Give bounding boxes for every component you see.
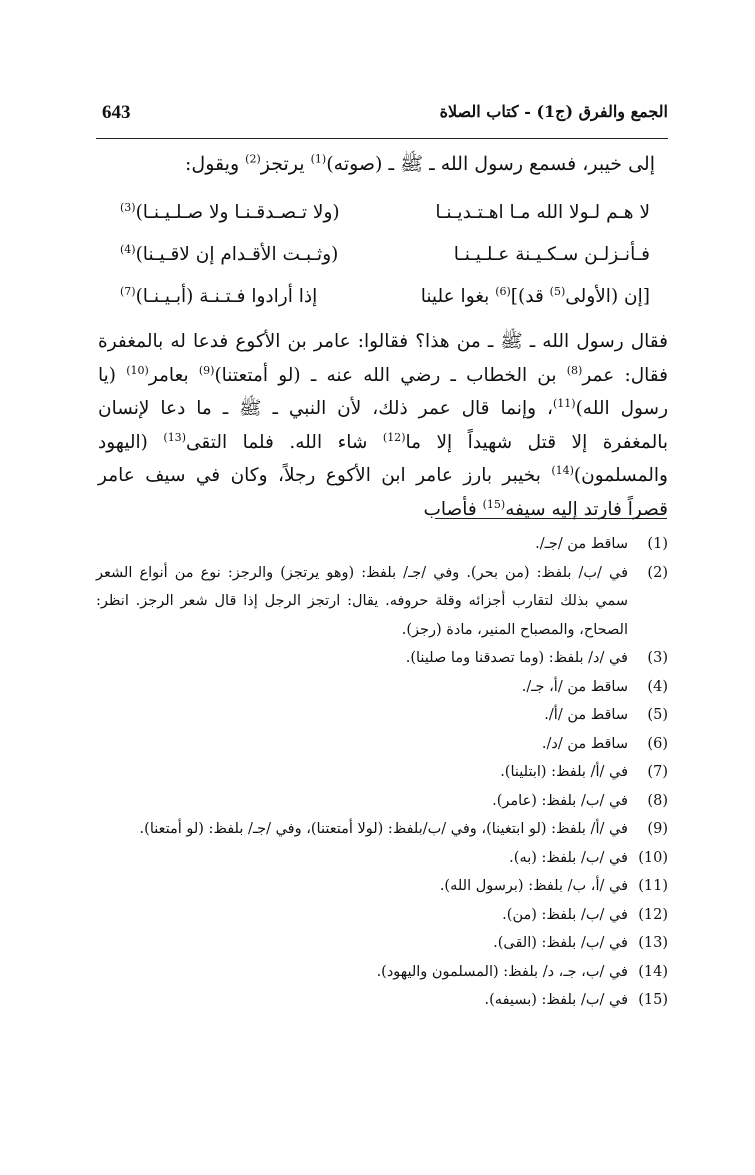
footnote-divider [435,518,667,519]
footnote [96,787,668,816]
paragraph-text: (اليهود والمسلمون) [98,431,668,486]
footnote-number: (9) [647,821,668,837]
footnote [96,901,668,930]
verse-second-hemistich [120,238,338,280]
footnote-text: في /ب/ بلفظ: (من بحر). وفي /جـ/ بلفظ: (وهو يرتجز) والرجز: نوع من أنواع الشعر سمي بذلك لتقارب أجزائه وقلة حروفه. يقال: ارتجز الرجل إذا قال شعر الرجز. انظر: الصحاح، والمصباح المنير، مادة (رجز). [96,564,628,638]
footnote-ref: (11) [552,396,576,410]
footnote-number: (5) [647,707,668,723]
intro-text: يرتجز [260,153,311,175]
hemistich-text: (ولا تـصـدقـنـا ولا صـلـيـنـا) [135,202,340,223]
footnote-text: ساقط من /جـ/. [535,536,628,552]
verse-first-hemistich: لا هـم لـولا الله مـا اهـتـديـنـا [435,202,650,223]
footnote-number: (11) [638,878,668,894]
footnote-text: في /ب/ بلفظ: (بسيفه). [484,992,628,1008]
intro-line [95,152,655,180]
hemistich-text: (وثـبـت الأقـدام إن لاقـيـنا) [135,244,339,265]
footnote-number: (10) [638,849,668,866]
footnote [96,530,668,559]
footnote [96,701,668,730]
footnote-text: في /ب/ بلفظ: (عامر). [492,792,628,809]
footnote-number: (13) [638,935,668,951]
footnote-ref: (7) [120,284,136,298]
footnote-ref: (8) [566,363,583,377]
footnote [96,872,668,901]
footnote-ref: (1) [310,152,327,166]
footnote [96,958,668,987]
footnote-text: في /ب/ بلفظ: (القى). [493,935,628,951]
footnote-ref: (15) [482,497,506,511]
footnote-text: في /د/ بلفظ: (وما تصدقنا وما صلينا). [405,650,628,666]
paragraph-text: فأصاب [423,498,483,520]
hemistich-text: قد)] [510,286,550,307]
hemistich-text: [إن (الأولى [565,286,650,307]
footnote-ref: (5) [549,284,566,298]
footnote-number: (1) [647,536,668,552]
poem-verse [120,196,650,238]
paragraph-text: ، وإنما قال عمر ذلك، لأن النبي ـ ﷺ ـ ما دعا لإنسان بالمغفرة إلا قتل شهيداً إلا ما [98,398,669,453]
footnote-ref: (10) [126,363,149,377]
footnote-text: في /ب، جـ، د/ بلفظ: (المسلمون واليهود). [376,963,628,980]
footnote [96,815,668,844]
footnote-number: (7) [647,764,668,780]
main-paragraph [98,325,668,526]
verse-second-hemistich [120,280,317,322]
footnote-text: في /أ/ بلفظ: (لو ابتغينا)، وفي /ب/بلفظ: (لولا أمتعتنا)، وفي /جـ/ بلفظ: (لو أمتعنا). [139,821,628,837]
paragraph-text: شاء الله. فلما التقى [185,431,383,453]
paragraph-text: بخيبر بارز عامر ابن الأكوع رجلاً، وكان في سيف عامر قصراً فارتد إليه سيفه [98,465,668,520]
verse-second-hemistich [120,196,340,238]
verse-first-hemistich: فـأنـزلـن سـكـيـنة عـلـيـنـا [453,244,650,265]
footnote-ref: (14) [551,463,574,477]
page-header [96,100,668,139]
intro-text: ويقول: [185,153,246,175]
footnote-ref: (3) [120,200,136,214]
footnote [96,730,668,759]
hemistich-text: بغوا علينا [420,286,496,307]
footnote-number: (14) [638,963,668,980]
footnote-ref: (12) [382,430,406,444]
footnote [96,559,668,645]
footnote [96,758,668,787]
hemistich-text: إذا أرادوا فـتـنـة (أبـيـنـا) [135,286,318,307]
footnote-text: ساقط من /د/. [541,735,628,752]
footnote-number: (15) [638,992,668,1008]
footnote-text: ساقط من /أ، جـ/. [521,678,628,695]
footnote-text: في /ب/ بلفظ: (من). [502,906,628,923]
poem-verse [120,238,650,280]
footnote-ref: (9) [198,363,215,377]
paragraph-text: (يا رسول الله) [98,364,668,419]
page-number: 643 [102,102,131,123]
footnote-number: (2) [647,564,668,581]
paragraph-text: بن الخطاب ـ رضي الله عنه ـ (لو أمتعتنا) [214,364,567,386]
footnote-ref: (13) [163,430,186,444]
footnote-ref: (2) [245,152,261,166]
paragraph-text: فقال رسول الله ـ ﷺ ـ من هذا؟ فقالوا: عامر بن الأكوع فدعا له بالمغفرة فقال: عمر [98,331,669,386]
footnote [96,986,668,1015]
footnote-ref: (6) [495,284,511,298]
footnote-number: (8) [647,792,668,809]
footnote-ref: (4) [120,242,136,256]
footnote-number: (12) [638,906,668,923]
verse-first-hemistich [421,280,650,322]
poem-verse [120,280,650,322]
footnote-text: ساقط من /أ/. [544,707,628,723]
footnote [96,644,668,673]
footnote [96,844,668,873]
footnote-number: (4) [647,678,668,695]
paragraph-text: بعامر [148,364,199,386]
footnote-text: في /ب/ بلفظ: (به). [509,849,628,866]
footnote-number: (6) [647,735,668,752]
intro-text: إلى خيبر، فسمع رسول الله ـ ﷺ ـ (صوته) [326,153,655,175]
footnotes [96,530,668,1015]
poem [120,196,650,322]
footnote-number: (3) [647,650,668,666]
footnote-text: في /أ، ب/ بلفظ: (برسول الله). [439,878,628,894]
running-title: الجمع والفرق (ج1) - كتاب الصلاة [439,102,668,121]
footnote-text: في /أ/ بلفظ: (ابتلينا). [500,764,628,780]
footnote [96,929,668,958]
footnote [96,673,668,702]
